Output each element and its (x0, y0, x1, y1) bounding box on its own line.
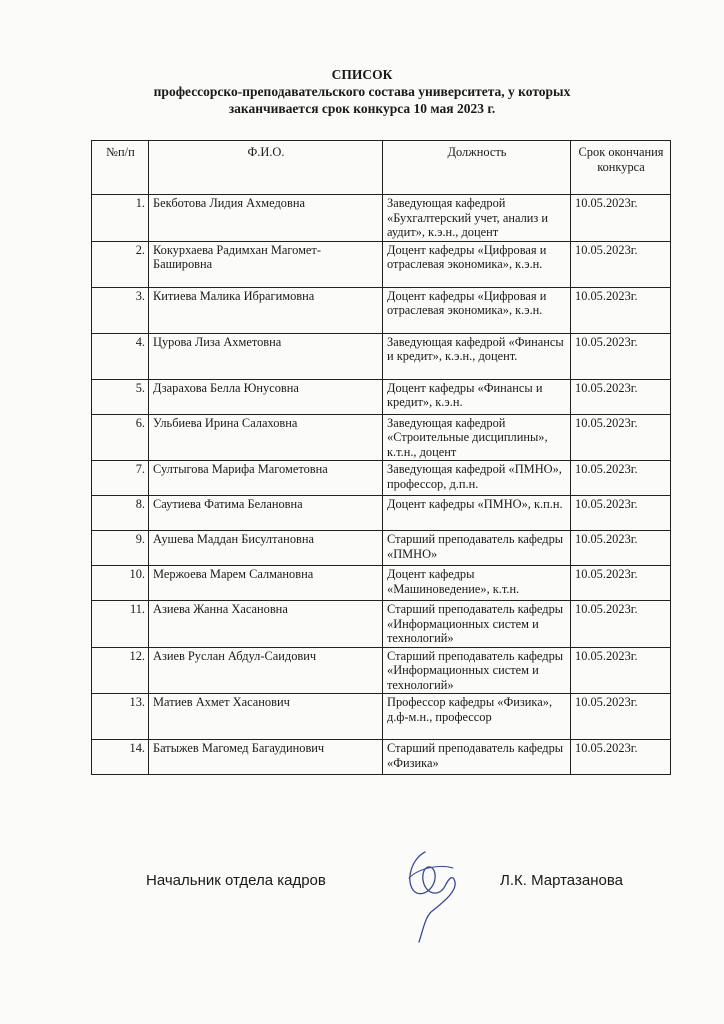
document-subtitle-line-2: заканчивается срок конкурса 10 мая 2023 г. (228, 101, 496, 116)
row-position: Доцент кафедры «Машиноведение», к.т.н. (383, 566, 571, 601)
row-number: 13. (92, 694, 149, 740)
row-position: Заведующая кафедрой «Бухгалтерский учет, анализ и аудит», к.э.н., доцент (383, 195, 571, 242)
row-number: 5. (92, 379, 149, 414)
row-number: 4. (92, 333, 149, 379)
table-row (92, 531, 671, 566)
row-number: 3. (92, 287, 149, 333)
table-row (92, 601, 671, 648)
row-position: Доцент кафедры «Цифровая и отраслевая экономика», к.э.н. (383, 287, 571, 333)
row-number: 7. (92, 461, 149, 496)
staff-table (91, 140, 671, 775)
row-name: Аушева Маддан Бисултановна (149, 531, 383, 566)
signatory-role: Начальник отдела кадров (146, 872, 326, 889)
row-position: Старший преподаватель кафедры «Физика» (383, 740, 571, 775)
document-title: СПИСОК (331, 67, 393, 82)
table-row (92, 333, 671, 379)
row-position: Старший преподаватель кафедры «Информационных систем и технологий» (383, 647, 571, 694)
row-position: Старший преподаватель кафедры «ПМНО» (383, 531, 571, 566)
row-position: Заведующая кафедрой «Финансы и кредит», к.э.н., доцент. (383, 333, 571, 379)
table-row (92, 379, 671, 414)
row-position: Заведующая кафедрой «Строительные дисциплины», к.т.н., доцент (383, 414, 571, 461)
table-row (92, 740, 671, 775)
row-name: Ульбиева Ирина Салаховна (149, 414, 383, 461)
row-name: Китиева Малика Ибрагимовна (149, 287, 383, 333)
row-date: 10.05.2023г. (571, 566, 671, 601)
row-date: 10.05.2023г. (571, 647, 671, 694)
row-position: Доцент кафедры «ПМНО», к.п.н. (383, 496, 571, 531)
row-number: 10. (92, 566, 149, 601)
row-date: 10.05.2023г. (571, 601, 671, 648)
row-date: 10.05.2023г. (571, 740, 671, 775)
header-position: Должность (383, 141, 571, 195)
row-number: 9. (92, 531, 149, 566)
row-number: 11. (92, 601, 149, 648)
row-date: 10.05.2023г. (571, 496, 671, 531)
handwritten-signature (395, 838, 470, 948)
row-date: 10.05.2023г. (571, 287, 671, 333)
table-row (92, 461, 671, 496)
row-date: 10.05.2023г. (571, 241, 671, 287)
header-number: №п/п (92, 141, 149, 195)
table-row (92, 496, 671, 531)
row-name: Дзарахова Белла Юнусовна (149, 379, 383, 414)
row-date: 10.05.2023г. (571, 414, 671, 461)
table-row (92, 414, 671, 461)
row-name: Бекботова Лидия Ахмедовна (149, 195, 383, 242)
document-heading (0, 66, 724, 117)
row-date: 10.05.2023г. (571, 531, 671, 566)
row-name: Кокурхаева Радимхан Магомет-Башировна (149, 241, 383, 287)
row-name: Азиева Жанна Хасановна (149, 601, 383, 648)
header-name: Ф.И.О. (149, 141, 383, 195)
row-name: Саутиева Фатима Белановна (149, 496, 383, 531)
row-name: Батыжев Магомед Багаудинович (149, 740, 383, 775)
table-row (92, 694, 671, 740)
header-deadline: Срок окончания конкурса (571, 141, 671, 195)
table-header-row (92, 141, 671, 195)
row-number: 2. (92, 241, 149, 287)
row-date: 10.05.2023г. (571, 694, 671, 740)
row-number: 6. (92, 414, 149, 461)
row-date: 10.05.2023г. (571, 333, 671, 379)
row-name: Матиев Ахмет Хасанович (149, 694, 383, 740)
row-date: 10.05.2023г. (571, 379, 671, 414)
row-position: Старший преподаватель кафедры «Информационных систем и технологий» (383, 601, 571, 648)
signatory-name: Л.К. Мартазанова (500, 872, 623, 889)
row-number: 8. (92, 496, 149, 531)
row-number: 14. (92, 740, 149, 775)
row-position: Доцент кафедры «Финансы и кредит», к.э.н. (383, 379, 571, 414)
row-date: 10.05.2023г. (571, 461, 671, 496)
row-name: Азиев Руслан Абдул-Саидович (149, 647, 383, 694)
row-number: 12. (92, 647, 149, 694)
table-row (92, 241, 671, 287)
table-row (92, 195, 671, 242)
row-name: Султыгова Марифа Магометовна (149, 461, 383, 496)
row-position: Доцент кафедры «Цифровая и отраслевая экономика», к.э.н. (383, 241, 571, 287)
row-date: 10.05.2023г. (571, 195, 671, 242)
row-number: 1. (92, 195, 149, 242)
row-position: Заведующая кафедрой «ПМНО», профессор, д.п.н. (383, 461, 571, 496)
table-row (92, 287, 671, 333)
row-position: Профессор кафедры «Физика», д.ф-м.н., профессор (383, 694, 571, 740)
row-name: Цурова Лиза Ахметовна (149, 333, 383, 379)
row-name: Мержоева Марем Салмановна (149, 566, 383, 601)
table-row (92, 647, 671, 694)
table-row (92, 566, 671, 601)
document-subtitle-line-1: профессорско-преподавательского состава университета, у которых (153, 84, 571, 99)
